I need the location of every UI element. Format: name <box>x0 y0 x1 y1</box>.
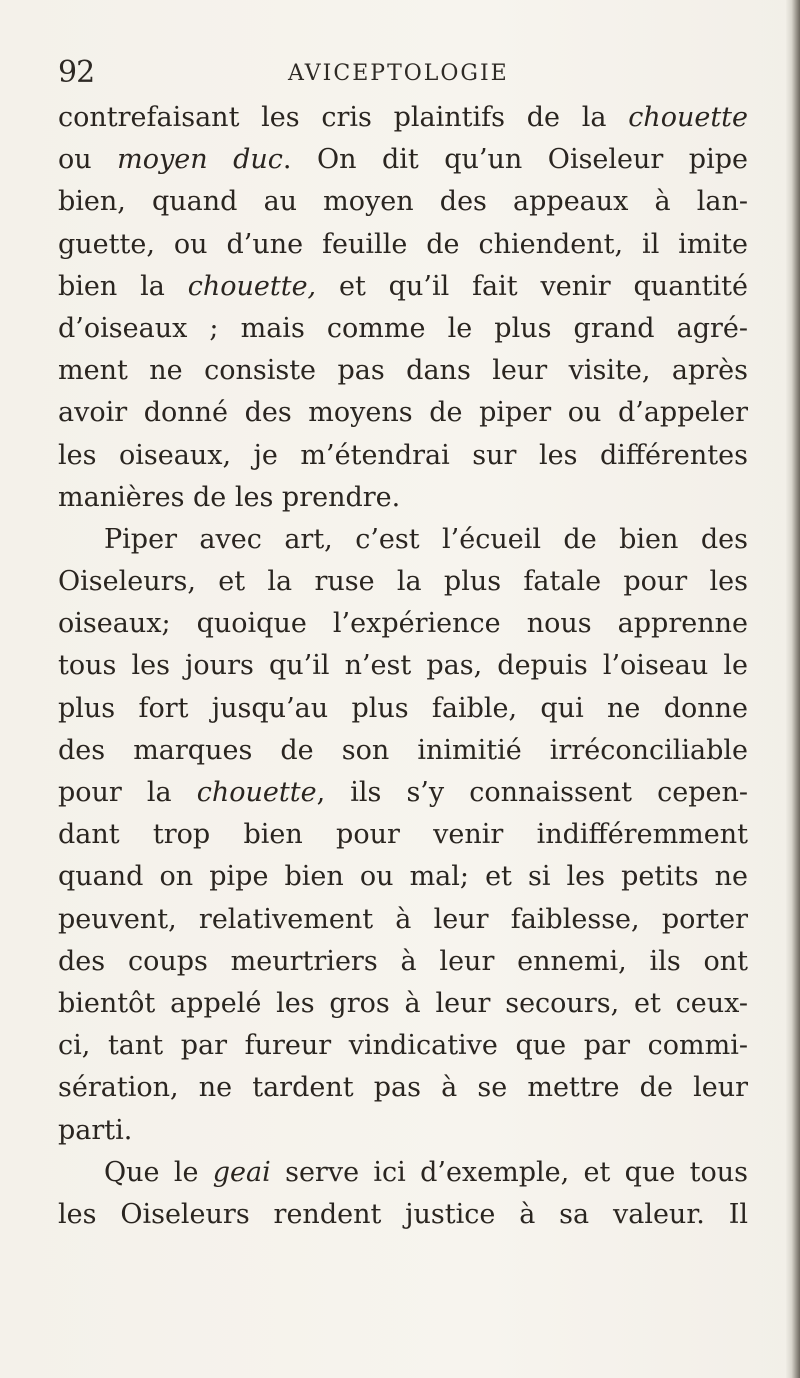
text-line <box>58 688 748 730</box>
text-segment: oiseaux; quoique l’expérience nous apprenne <box>58 608 748 640</box>
text-segment: bien, quand au moyen des appeaux à lan- <box>58 186 748 218</box>
text-segment: et qu’il fait venir quantité <box>316 270 748 302</box>
text-segment: plus fort jusqu’au plus faible, qui ne donne <box>58 692 748 724</box>
text-line <box>58 392 748 434</box>
italic-term: chouette, <box>187 270 317 302</box>
text-segment: . On dit qu’un Oiseleur pipe <box>282 144 748 176</box>
text-line <box>58 856 748 898</box>
text-segment: tous les jours qu’il n’est pas, depuis l’oiseau le <box>58 650 748 682</box>
page-number: 92 <box>58 55 95 90</box>
text-segment: les Oiseleurs rendent justice à sa valeur. Il <box>58 1198 748 1230</box>
text-segment: sération, ne tardent pas à se mettre de leur <box>58 1072 748 1104</box>
page-edge-shadow <box>786 0 800 1378</box>
text-segment: des marques de son inimitié irréconciliable <box>58 734 748 766</box>
italic-term: chouette <box>196 777 317 808</box>
text-segment: peuvent, relativement à leur faiblesse, porter <box>58 903 748 935</box>
text-line <box>58 941 748 983</box>
text-segment: serve ici d’exemple, et que tous <box>270 1156 748 1188</box>
text-line <box>58 1194 748 1236</box>
text-segment: quand on pipe bien ou mal; et si les petits ne <box>58 861 748 893</box>
text-line <box>58 477 748 519</box>
text-line <box>58 730 748 772</box>
text-segment: les oiseaux, je m’étendrai sur les différentes <box>58 439 748 471</box>
running-title: AVICEPTOLOGIE <box>288 61 509 86</box>
text-segment: contrefaisant les cris plaintifs de la <box>58 102 629 133</box>
text-segment: avoir donné des moyens de piper ou d’appeler <box>58 397 748 429</box>
text-segment: Que le <box>104 1156 213 1188</box>
page-header <box>58 55 748 95</box>
text-segment: ci, tant par fureur vindicative que par commi- <box>58 1030 748 1062</box>
text-segment: guette, ou d’une feuille de chiendent, il imite <box>58 228 748 260</box>
text-segment: dant trop bien pour venir indifféremment <box>58 819 748 851</box>
body-text <box>58 97 748 1236</box>
text-line <box>58 1025 748 1067</box>
text-segment: parti. <box>58 1114 133 1146</box>
text-line <box>58 645 748 687</box>
text-line <box>58 350 748 392</box>
text-line <box>58 561 748 603</box>
text-line <box>58 772 748 814</box>
text-line <box>58 603 748 645</box>
text-segment: des coups meurtriers à leur ennemi, ils ont <box>58 945 748 977</box>
text-line <box>58 181 748 223</box>
text-segment: Oiseleurs, et la ruse la plus fatale pour les <box>58 566 748 598</box>
text-segment: d’oiseaux ; mais comme le plus grand agré- <box>58 312 748 344</box>
italic-term: geai <box>212 1156 271 1188</box>
text-segment: bien la <box>58 270 188 302</box>
text-line <box>58 308 748 350</box>
text-line <box>58 983 748 1025</box>
italic-term: chouette <box>628 102 748 133</box>
text-line <box>58 435 748 477</box>
text-line <box>58 519 748 561</box>
text-line <box>58 97 748 139</box>
text-segment: pour la <box>58 777 197 808</box>
text-segment: Piper avec art, c’est l’écueil de bien des <box>104 523 748 555</box>
text-line <box>58 899 748 941</box>
text-line <box>58 814 748 856</box>
text-segment: , ils s’y connaissent cepen- <box>316 777 748 808</box>
text-segment: bientôt appelé les gros à leur secours, et ceux- <box>58 987 748 1019</box>
text-line <box>58 224 748 266</box>
text-line <box>58 1067 748 1109</box>
text-segment: manières de les prendre. <box>58 481 401 513</box>
text-line <box>58 1152 748 1194</box>
text-line <box>58 139 748 181</box>
italic-term: moyen duc <box>117 144 283 176</box>
text-line <box>58 266 748 308</box>
text-segment: ment ne consiste pas dans leur visite, après <box>58 355 748 387</box>
text-segment: ou <box>58 144 118 176</box>
text-line <box>58 1110 748 1152</box>
